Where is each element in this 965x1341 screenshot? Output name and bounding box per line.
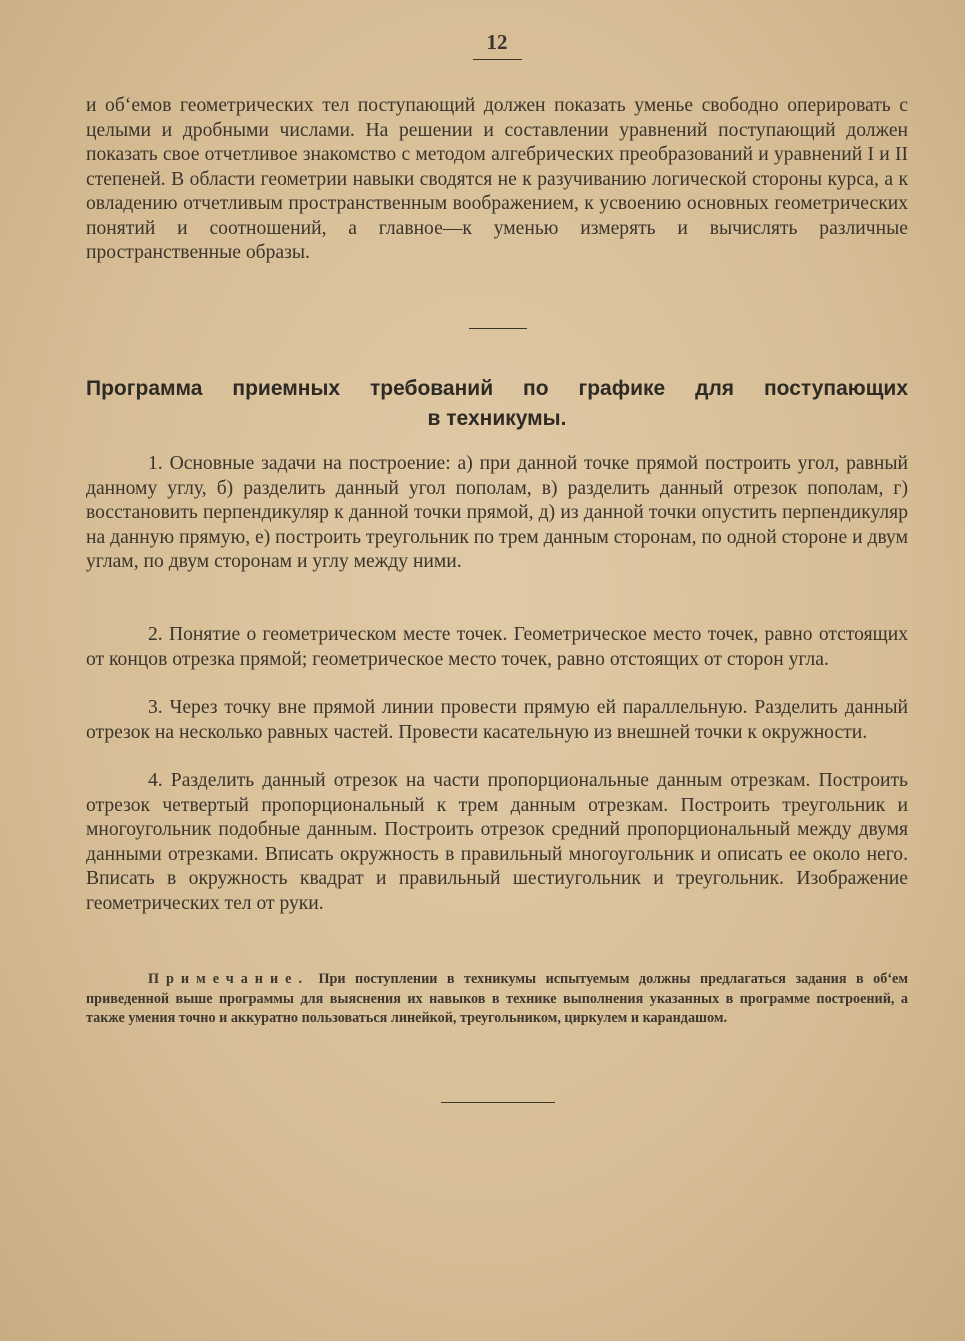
intro-paragraph: и об‘емов геометрических тел поступающий должен показать уменье свободно оперировать с целыми и дробными числами. На решении и составлении уравнений поступающий должен показать свое отчетливое знакомство с методом алгебрических преобразований и уравнений I и II степеней. В области геометрии навыки сводятся не к разучиванию логической стороны курса, а к овладению отчетливым пространственным воображением, к усвоению основных геометрических понятий и соотношений, а главное—к уменью измерять и вычислять различные пространственные образы.	[86, 95, 908, 263]
list-item-3: 3. Через точку вне прямой линии провести прямую ей параллельную. Разделить данный отрезок на несколько равных частей. Провести касательную из внешней точки к окружности.	[86, 697, 908, 743]
footnote-label: Примечание.	[148, 971, 309, 987]
page-number-wrap	[86, 30, 908, 60]
footnote-text: При поступлении в техникумы испытуемым должны предлагаться задания в об‘ем приведенной выше программы для выяснения их навыков в технике выполнения указанных в программе построений, а также умения точно и аккуратно пользоваться линейкой, треугольником, циркулем и карандашом.	[86, 971, 909, 1026]
heading-line-2: в техникумы.	[427, 407, 567, 430]
footnote	[86, 970, 908, 1029]
section-divider	[469, 328, 527, 329]
list-item-2: 2. Понятие о геометрическом месте точек. Геометрическое место точек, равно отстоящих от концов отрезка прямой; геометрическое место точек, равно отстоящих от сторон угла.	[86, 624, 908, 670]
list-item-4: 4. Разделить данный отрезок на части пропорциональные данным отрезкам. Построить отрезок четвертый пропорциональный к трем данным отрезкам. Построить треугольник и многоугольник подобные данным. Построить отрезок средний пропорциональный между двумя данными отрезками. Вписать окружность в правильный многоугольник и описать ее около него. Вписать в окружность квадрат и правильный шестиугольник и треугольник. Изображение геометрических тел от руки.	[86, 770, 908, 914]
end-divider	[441, 1102, 555, 1103]
list-item-1: 1. Основные задачи на построение: а) при данной точке прямой построить угол, равный данному углу, б) разделить данный угол пополам, в) разделить данный отрезок пополам, г) восстановить перпендикуляр к данной точки прямой, д) из данной точки опустить перпендикуляр на данную прямую, е) построить треугольник по трем данным сторонам, по одной стороне и двум углам, по двум сторонам и углу между ними.	[86, 453, 908, 572]
section-heading	[86, 374, 908, 434]
heading-line-1: Программа приемных требований по графике для поступающих	[86, 377, 908, 400]
page-number: 12	[473, 30, 522, 60]
